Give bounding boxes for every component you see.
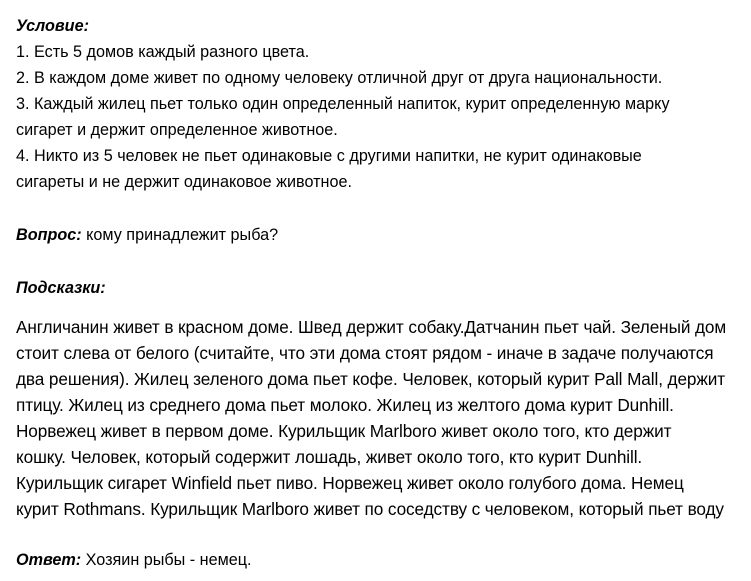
condition-line-1: 1. Есть 5 домов каждый разного цвета.	[16, 43, 310, 61]
hint-line-6: кошку. Человек, который содержит лошадь, живет около того, кто курит Dunhill.	[16, 447, 643, 467]
hint-line-2: стоит слева от белого (считайте, что эти дома стоят рядом - иначе в задаче получаются	[16, 343, 714, 363]
answer-heading: Ответ:	[16, 551, 82, 569]
condition-heading: Условие:	[16, 17, 89, 35]
hint-line-4: птицу. Жилец из среднего дома пьет молоко. Жилец из желтого дома курит Dunhill.	[16, 395, 674, 415]
hint-line-8: курит Rothmans. Курильщик Marlboro живет по соседству с человеком, который пьет воду	[16, 499, 724, 519]
condition-line-3: 3. Каждый жилец пьет только один определенный напиток, курит определенную марку	[16, 95, 670, 113]
condition-line-4: сигарет и держит определенное животное.	[16, 121, 338, 139]
hints-heading: Подсказки:	[16, 279, 106, 297]
condition-line-5: 4. Никто из 5 человек не пьет одинаковые с другими напитки, не курит одинаковые	[16, 147, 642, 165]
condition-line-2: 2. В каждом доме живет по одному человеку отличной друг от друга национальности.	[16, 69, 663, 87]
question-heading: Вопрос:	[16, 226, 82, 244]
question-text: кому принадлежит рыба?	[81, 226, 279, 244]
hint-line-7: Курильщик сигарет Winfield пьет пиво. Норвежец живет около голубого дома. Немец	[16, 473, 684, 493]
condition-line-6: сигареты и не держит одинаковое животное.	[16, 173, 352, 191]
question-line	[16, 223, 278, 247]
hint-line-1: Англичанин живет в красном доме. Швед держит собаку.Датчанин пьет чай. Зеленый дом	[16, 317, 727, 337]
answer-text: Хозяин рыбы - немец.	[81, 551, 252, 569]
hint-line-5: Норвежец живет в первом доме. Курильщик Marlboro живет около того, кто держит	[16, 421, 672, 441]
hint-line-3: два решения). Жилец зеленого дома пьет кофе. Человек, который курит Pall Mall, держит	[16, 369, 726, 389]
answer-line	[16, 548, 252, 572]
